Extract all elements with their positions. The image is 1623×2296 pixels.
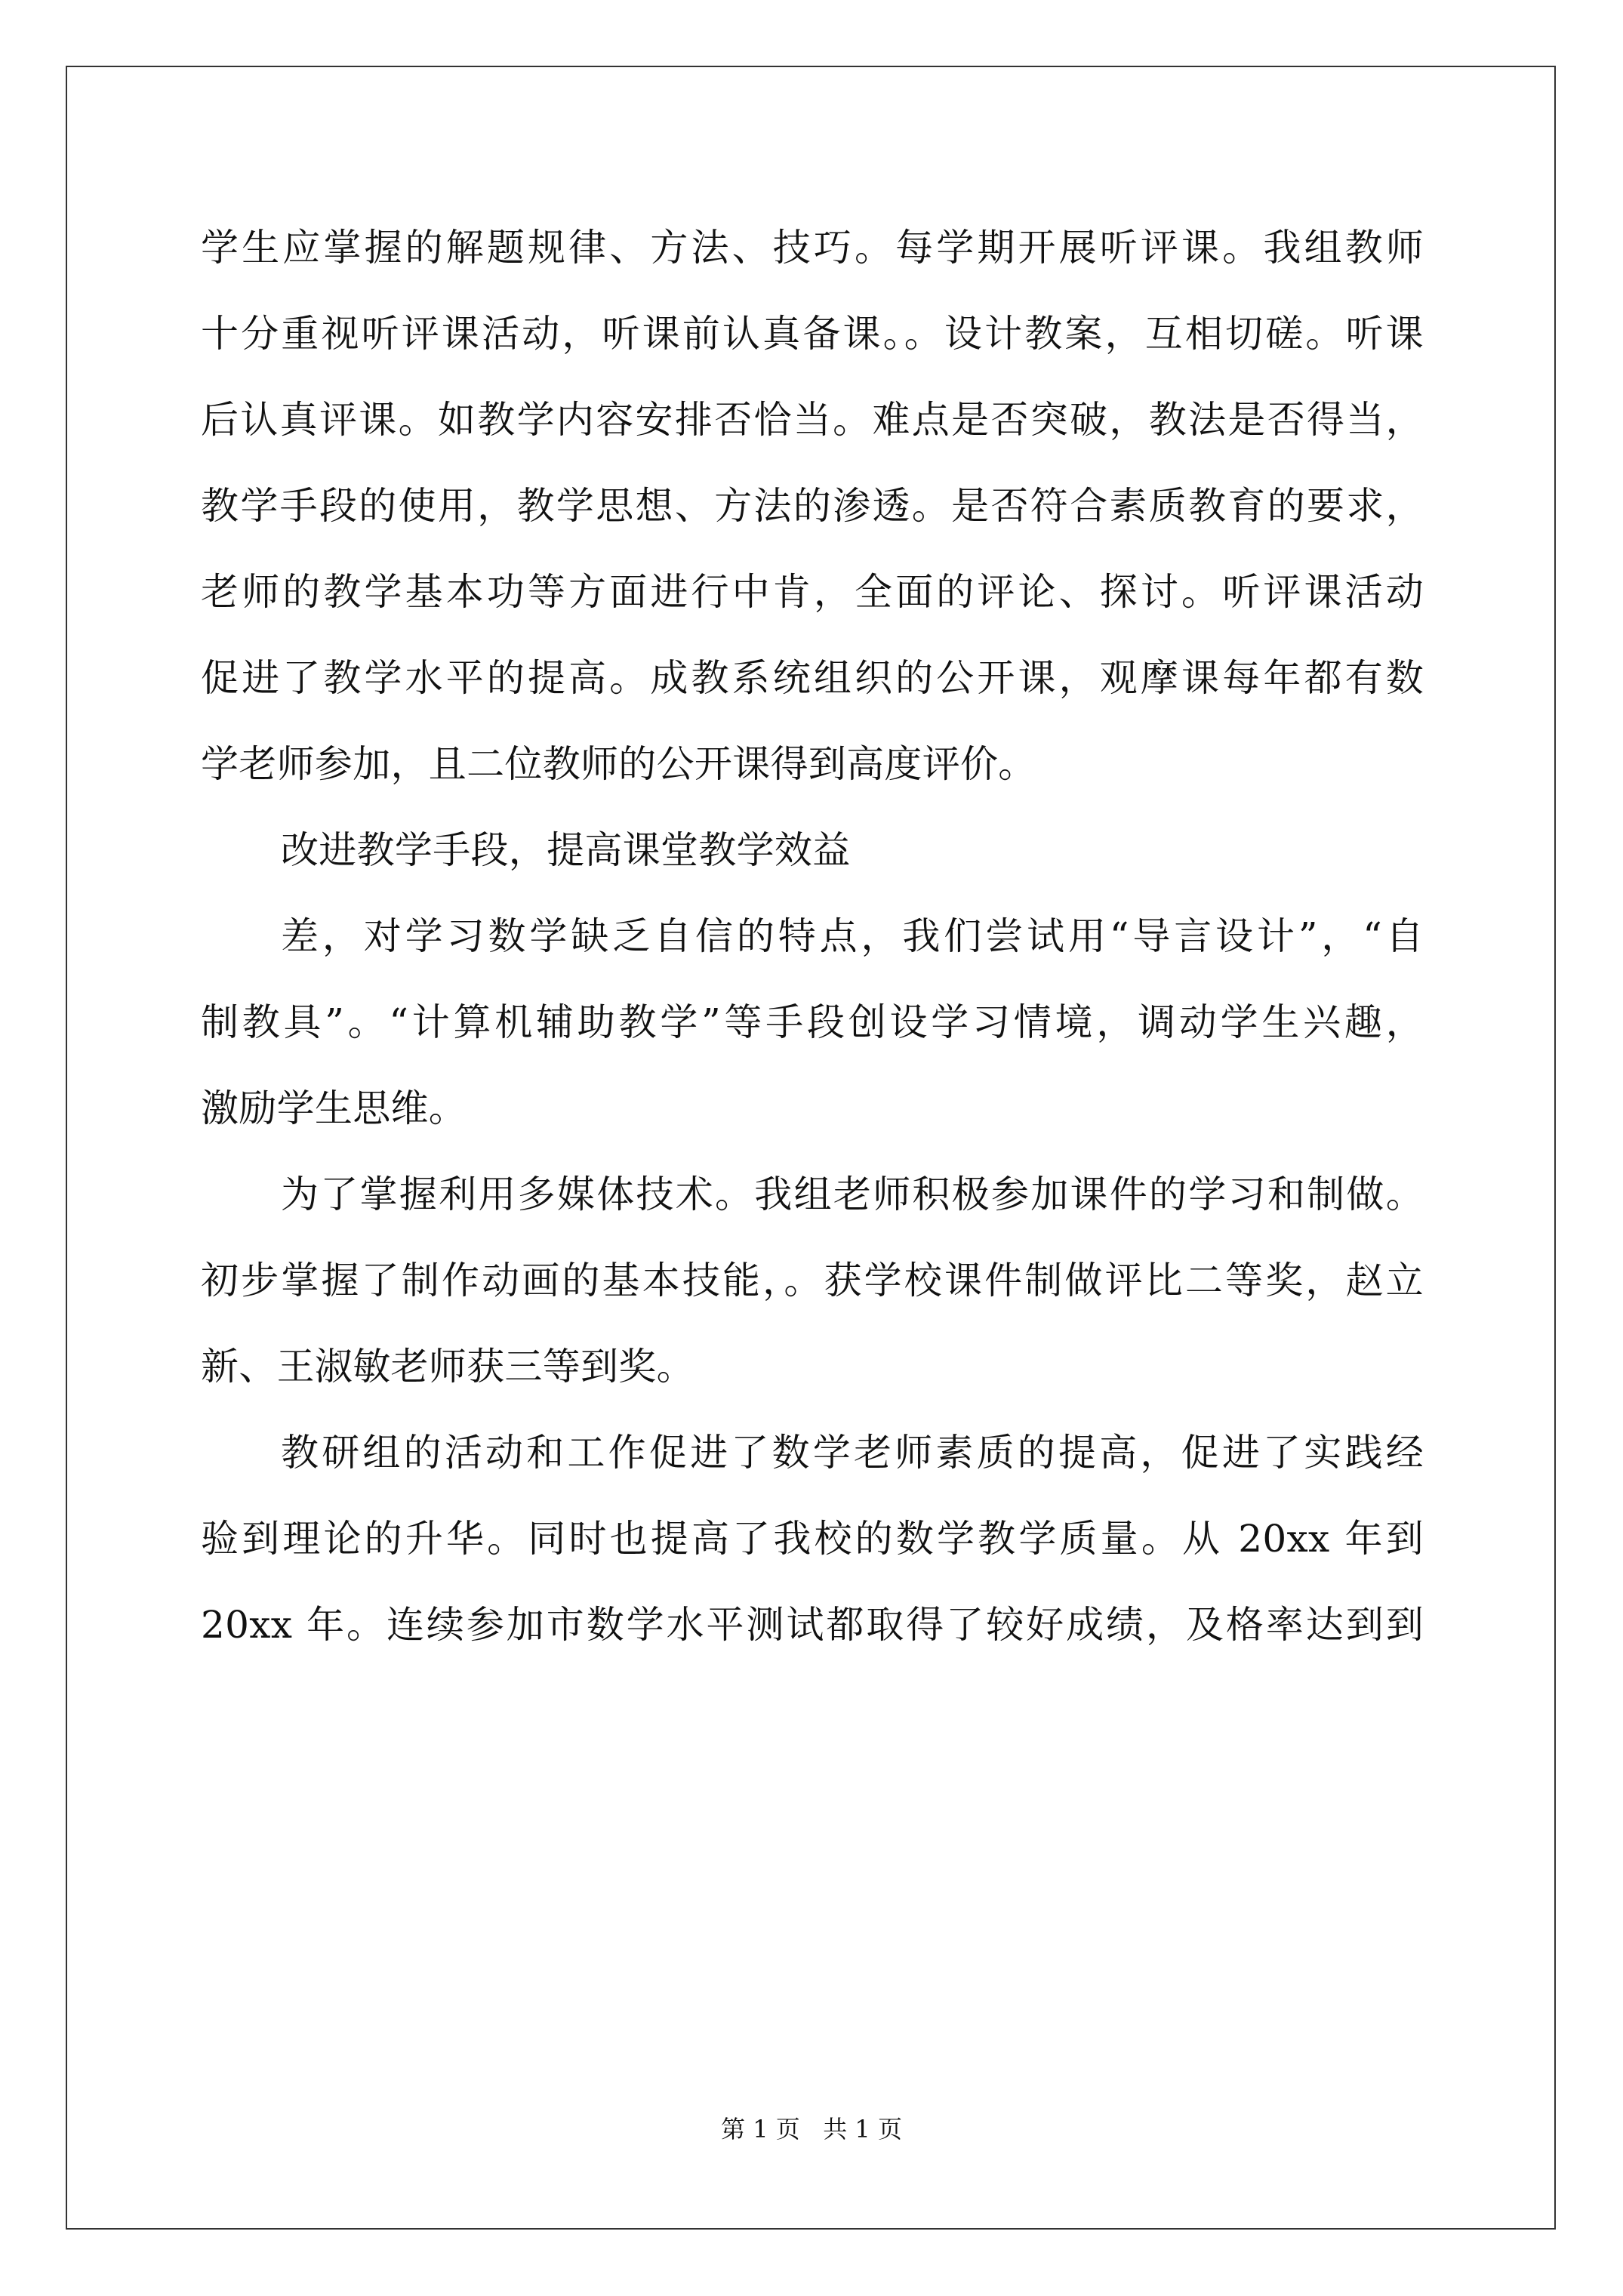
section-heading: 改进教学手段，提高课堂教学效益 [281, 828, 851, 872]
text-line: 制教具”。“计算机辅助教学”等手段创设学习情境，调动学生兴趣， [201, 1000, 1424, 1044]
text-line: 新、王淑敏老师获三等到奖。 [201, 1345, 694, 1388]
text-line: 促进了教学水平的提高。成教系统组织的公开课，观摩课每年都有数 [201, 656, 1424, 700]
text-line: 教研组的活动和工作促进了数学老师素质的提高，促进了实践经 [281, 1431, 1424, 1475]
document-body [201, 217, 1424, 1681]
text-line: 十分重视听评课活动，听课前认真备课。。设计教案，互相切磋。听课 [201, 312, 1424, 356]
text-line: 验到理论的升华。同时也提高了我校的数学教学质量。从 20xx 年到 [201, 1517, 1424, 1561]
page-number-footer: 第 1 页 共 1 页 [721, 2115, 902, 2143]
text-line: 差，对学习数学缺乏自信的特点，我们尝试用“导言设计”，“自 [281, 914, 1424, 958]
text-line: 老师的教学基本功等方面进行中肯，全面的评论、探讨。听评课活动 [201, 570, 1424, 614]
text-line: 学生应掌握的解题规律、方法、技巧。每学期开展听评课。我组教师 [201, 226, 1424, 270]
text-line: 后认真评课。如教学内容安排否恰当。难点是否突破，教法是否得当， [201, 398, 1424, 442]
text-line: 激励学生思维。 [201, 1086, 467, 1130]
text-line: 学老师参加，且二位教师的公开课得到高度评价。 [201, 742, 1036, 786]
text-line: 初步掌握了制作动画的基本技能，。获学校课件制做评比二等奖，赵立 [201, 1259, 1424, 1302]
text-line: 教学手段的使用，教学思想、方法的渗透。是否符合素质教育的要求， [201, 484, 1424, 528]
text-line: 为了掌握利用多媒体技术。我组老师积极参加课件的学习和制做。 [281, 1173, 1424, 1216]
text-line: 20xx 年。连续参加市数学水平测试都取得了较好成绩，及格率达到到 [201, 1603, 1424, 1647]
